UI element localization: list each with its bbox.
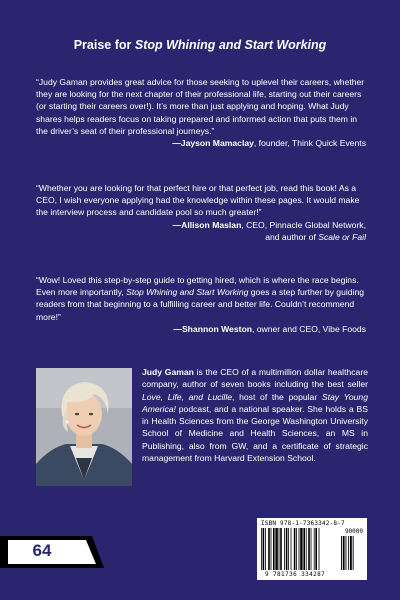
testimonial-2-text: “Whether you are looking for that perfect hire or that perfect job, read this book! As a CEO, I wish everyone applying had the knowledge within these pages. It would make the interview process and candidate pool so much greater!” <box>36 183 360 218</box>
testimonial-3-attribution <box>36 323 366 335</box>
testimonial-1 <box>36 76 366 149</box>
testimonial-1-role: , founder, Think Quick Events <box>253 138 366 149</box>
testimonial-3-text <box>36 274 366 323</box>
testimonial-1-attribution <box>36 137 366 149</box>
testimonial-3-book-title: Stop Whining and Start Working <box>126 287 249 298</box>
author-bio <box>142 366 368 464</box>
testimonial-2-attribution <box>36 219 366 231</box>
page-number-badge <box>0 532 130 572</box>
page-number: 64 <box>32 541 52 560</box>
testimonial-2-book-title: Scale or Fail <box>318 231 366 242</box>
author-photo <box>36 368 132 486</box>
author-bio-part3: podcast, and a national speaker. She holds a BS in Health Sciences from the George Washington University School of Medicine and Health Sciences, an MS in Publishing, also from GW, and a certificate of strategic management from Harvard Extension School. <box>142 403 368 464</box>
barcode-addon-number: 90000 <box>344 528 363 535</box>
testimonial-3-role: , owner and CEO, Vibe Foods <box>251 323 366 334</box>
testimonial-2 <box>36 182 366 243</box>
isbn-label: ISBN 978-1-7363342-8-7 <box>261 520 345 527</box>
author-portrait-illustration <box>36 368 132 486</box>
author-bio-podcast: Stay Young America! <box>142 391 368 414</box>
testimonial-3-name: —Shannon Weston <box>173 323 252 334</box>
author-bio-part1: is the CEO of a multimillion dollar healthcare company, author of seven books including the best seller <box>142 367 368 390</box>
author-bio-part2: , host of the popular <box>232 391 322 402</box>
author-name: Judy Gaman <box>142 367 194 377</box>
testimonial-2-role: , CEO, Pinnacle Global Network, <box>241 219 366 230</box>
praise-heading <box>0 38 400 52</box>
author-bio-book: Love, Life, and Lucille <box>142 391 233 402</box>
barcode-bars <box>261 528 341 570</box>
testimonial-2-name: —Allison Maslan <box>172 219 242 230</box>
praise-heading-book-title: Stop Whining and Start Working <box>134 38 327 52</box>
praise-heading-prefix: Praise for <box>73 38 135 52</box>
testimonial-1-name: —Jayson Mamaclay <box>172 138 254 149</box>
barcode-addon-bars <box>341 536 363 570</box>
testimonial-3-text-end: goes a step further by guiding readers from that beginning to a fulfilling career and better life. Couldn’t recommend more!” <box>36 287 365 322</box>
testimonial-2-attribution-line2 <box>36 231 366 243</box>
testimonial-1-text: “Judy Gaman provides great advice for those seeking to uplevel their careers, whether they are looking for the next chapter of their professional life, starting out their careers (or starting their careers over!). It’s more than just applying and hoping. What Judy shares helps readers focus on taking prepared and informed action that puts them in the driver’s seat of their professional journeys.” <box>36 77 365 136</box>
testimonial-2-role2: and author of <box>265 231 319 242</box>
testimonial-3 <box>36 274 366 335</box>
testimonial-3-text-start: “Wow! Loved this step-by-step guide to getting hired, which is where the race begins. Even more importantly, <box>36 275 359 298</box>
isbn-barcode <box>257 518 367 580</box>
barcode-ean-number: 9 781736 334287 <box>265 571 326 578</box>
